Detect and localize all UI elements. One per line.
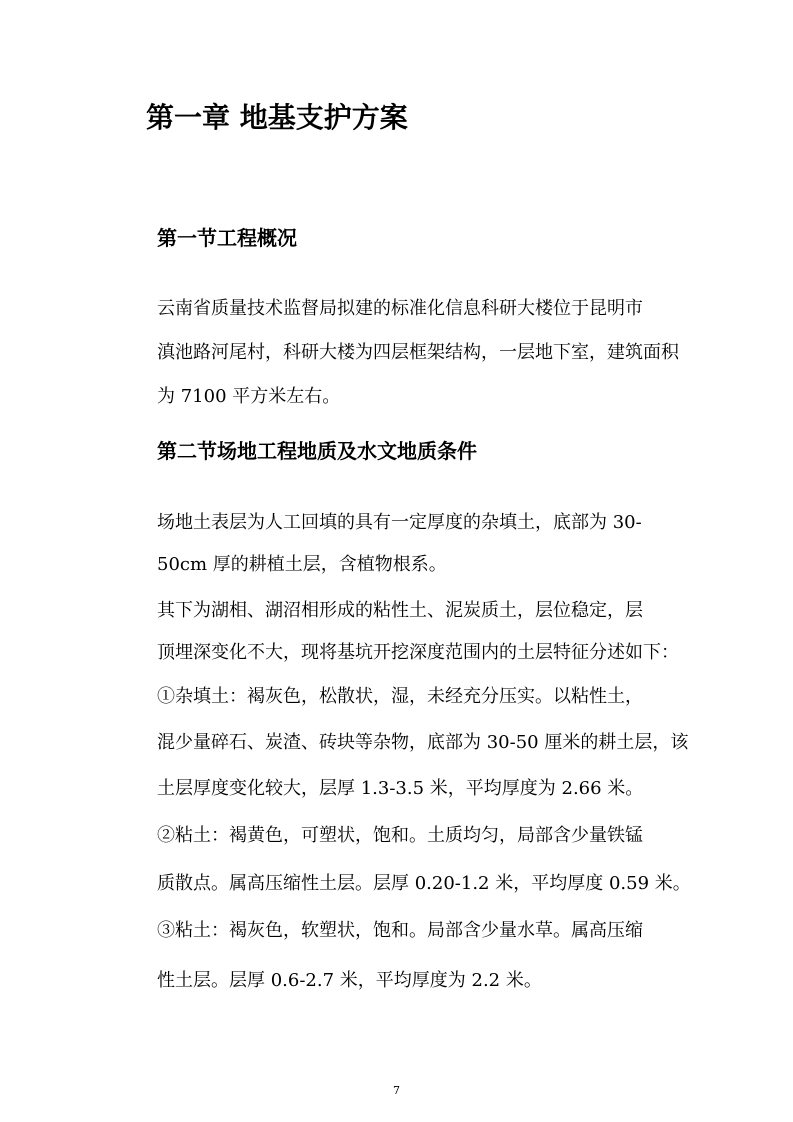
text-line: 质散点。属高压缩性土层。层厚 0.20-1.2 米，平均厚度 0.59 米。 bbox=[157, 873, 691, 894]
text-line: 顶埋深变化不大，现将基坑开挖深度范围内的土层特征分述如下： bbox=[157, 642, 679, 663]
text-line: 混少量碎石、炭渣、砖块等杂物，底部为 30-50 厘米的耕土层，该 bbox=[157, 732, 689, 753]
section-title-overview: 第一节工程概况 bbox=[157, 226, 297, 250]
paragraph-project-overview bbox=[121, 287, 679, 419]
text-line: 50cm 厚的耕植土层，含植物根系。 bbox=[157, 554, 447, 575]
text-line: 云南省质量技术监督局拟建的标准化信息科研大楼位于昆明市 bbox=[157, 298, 643, 319]
text-line: ②粘土：褐黄色，可塑状，饱和。土质均匀，局部含少量铁锰 bbox=[157, 825, 643, 846]
paragraph-layer-2-clay bbox=[121, 812, 691, 908]
text-line: 为 7100 平方米左右。 bbox=[157, 386, 341, 407]
text-line: 土层厚度变化较大，层厚 1.3-3.5 米，平均厚度为 2.66 米。 bbox=[157, 778, 644, 799]
text-line: 其下为湖相、湖沼相形成的粘性土、泥炭质土，层位稳定，层 bbox=[157, 600, 643, 621]
text-line: ①杂填土：褐灰色，松散状，湿，未经充分压实。以粘性土， bbox=[157, 686, 643, 707]
text-line: 滇池路河尾村，科研大楼为四层框架结构，一层地下室，建筑面积 bbox=[157, 342, 679, 363]
page-number: 7 bbox=[393, 1084, 400, 1097]
text-line: 性土层。层厚 0.6-2.7 米，平均厚度为 2.2 米。 bbox=[157, 970, 542, 991]
paragraph-surface-soil bbox=[121, 502, 661, 586]
paragraph-layer-3-clay bbox=[121, 906, 661, 1006]
text-line: ③粘土：褐灰色，软塑状，饱和。局部含少量水草。属高压缩 bbox=[157, 920, 643, 941]
text-line: 场地土表层为人工回填的具有一定厚度的杂填土，底部为 30- bbox=[157, 512, 642, 533]
chapter-title: 第一章 地基支护方案 bbox=[146, 101, 408, 134]
paragraph-underlying-layers bbox=[121, 590, 679, 674]
paragraph-layer-1-fill-soil bbox=[121, 674, 689, 812]
section-title-geology: 第二节场地工程地质及水文地质条件 bbox=[157, 439, 477, 463]
